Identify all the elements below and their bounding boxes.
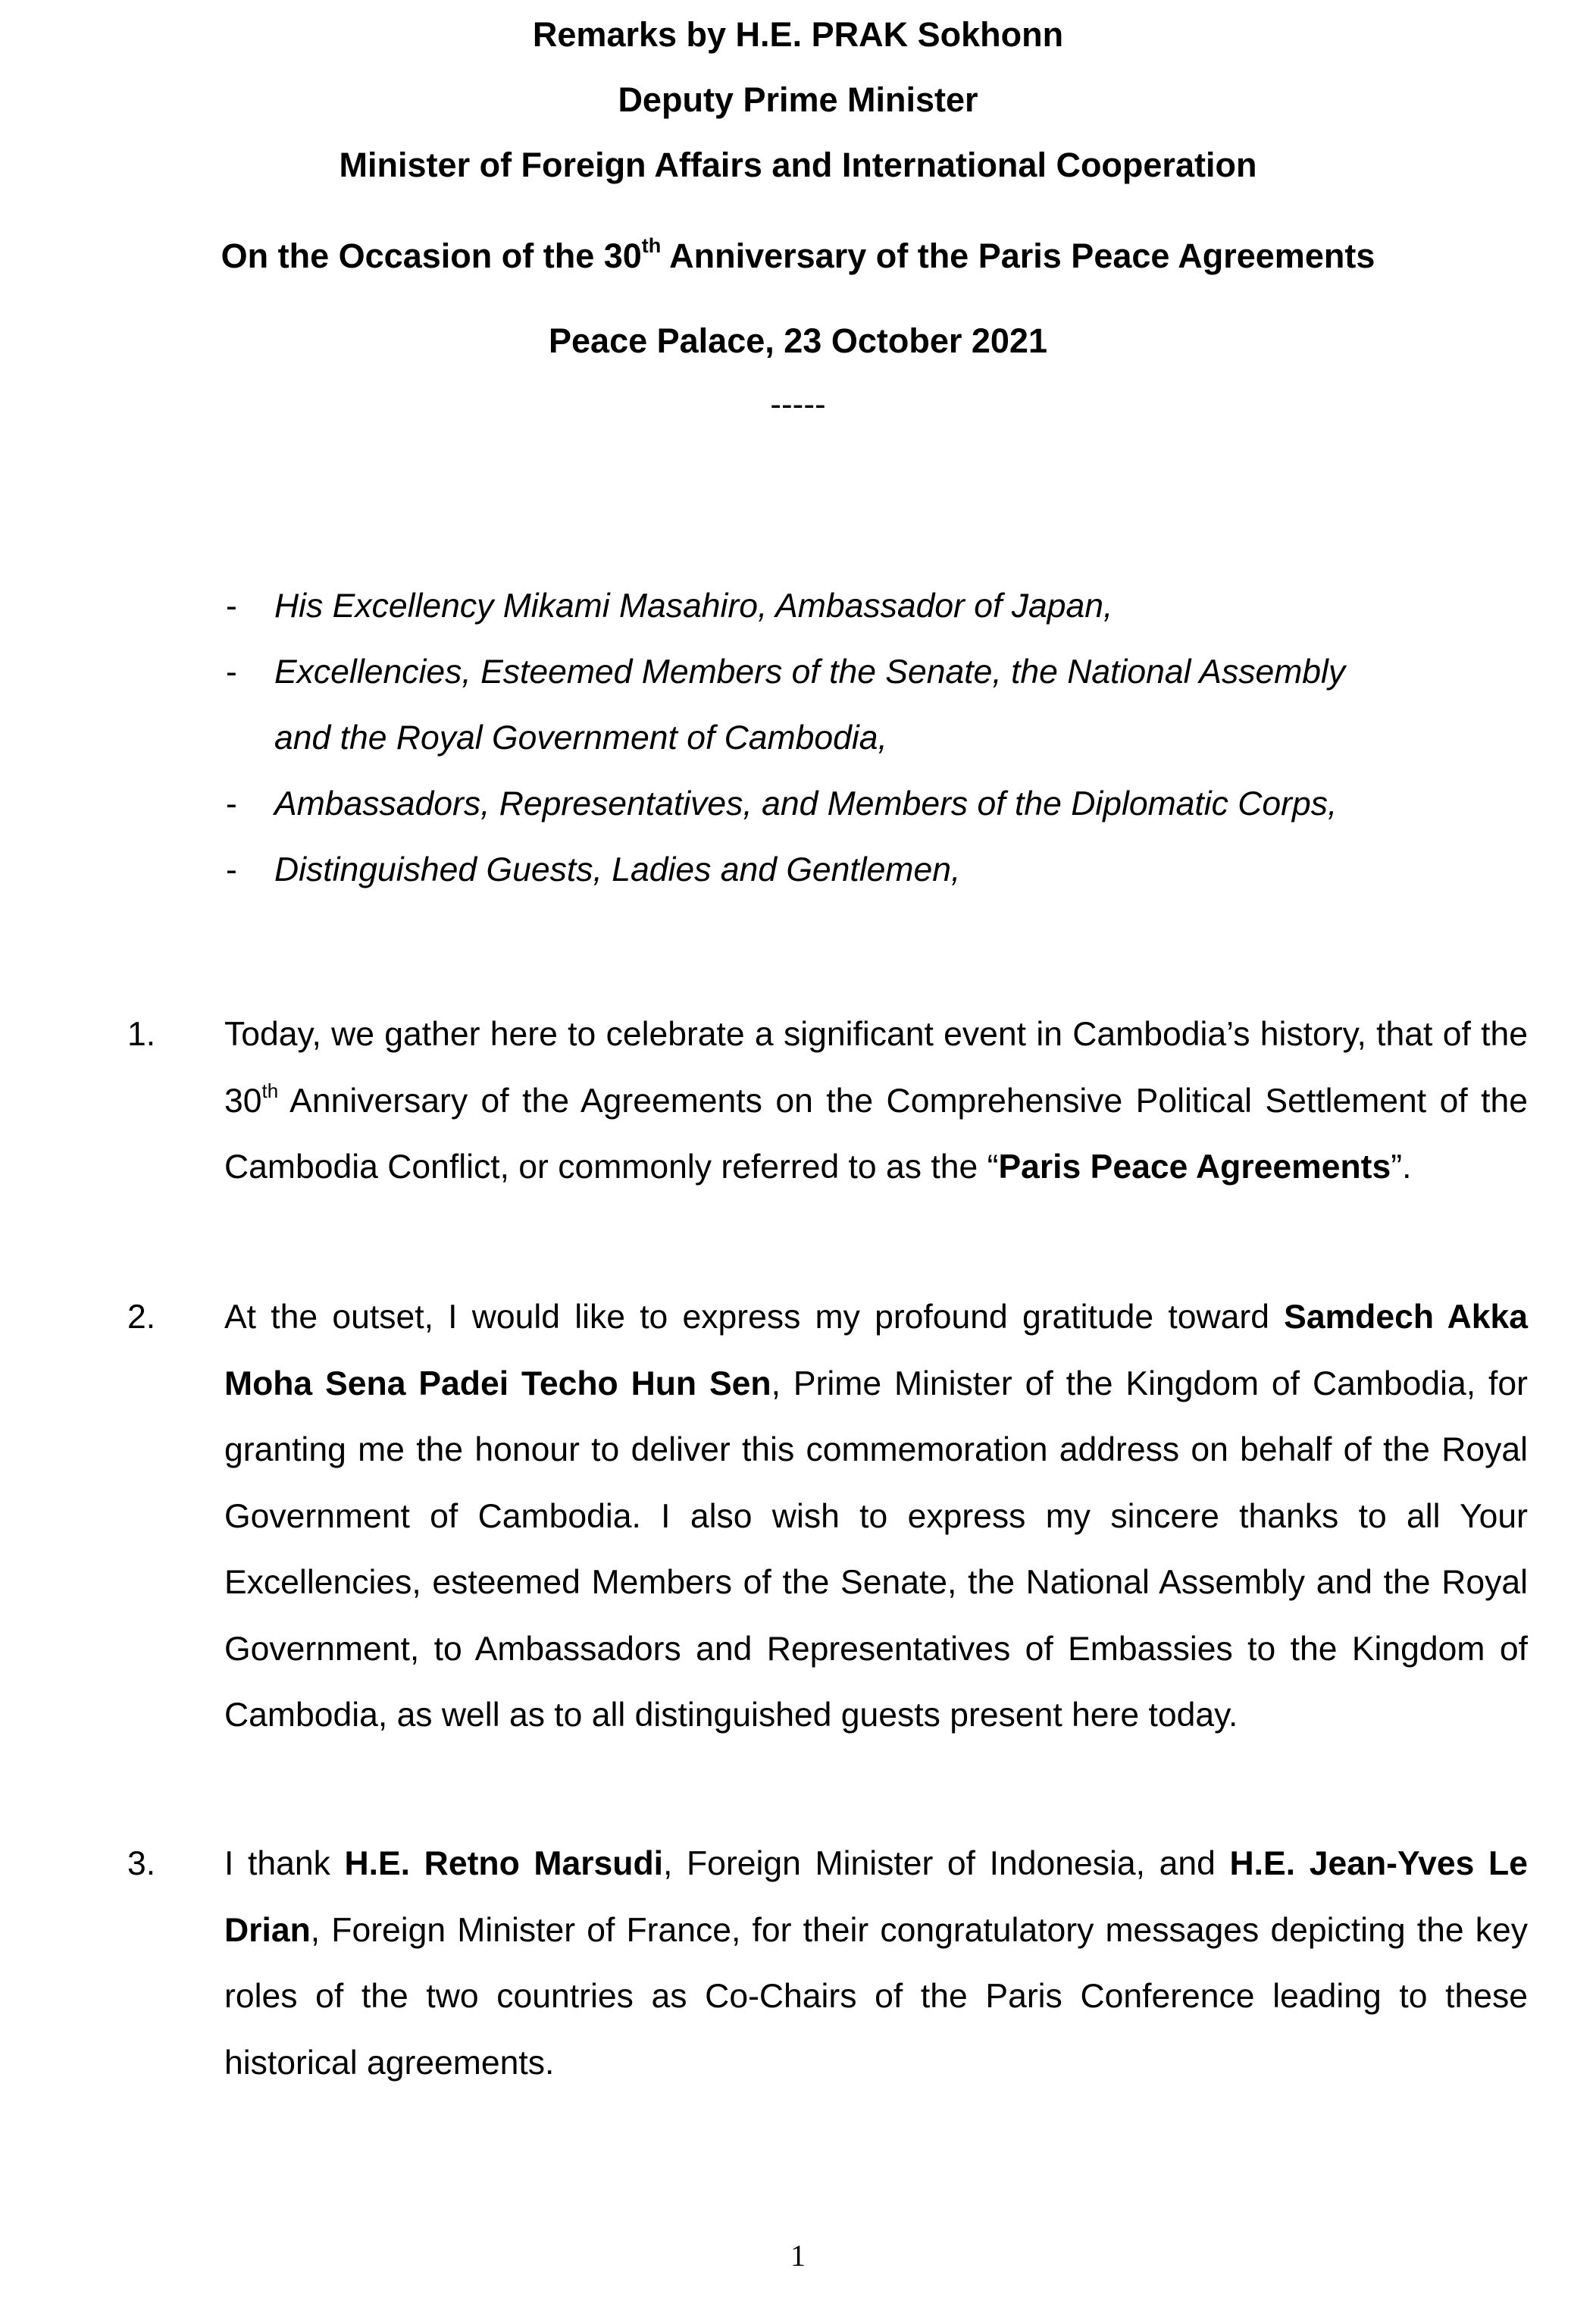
title-line-ministry: Minister of Foreign Affairs and International Cooperation <box>339 146 1257 184</box>
header-separator: ----- <box>770 386 826 423</box>
paragraph-number: 3. <box>127 1845 156 1882</box>
salutation-item: - Ambassadors, Representatives, and Members of the Diplomatic Corps, <box>224 771 1528 837</box>
page-number: 1 <box>790 2239 806 2273</box>
paragraph-text: Today, we gather here to celebrate a significant event in Cambodia’s history, that of the 30th Anniversary of the Agreements on the Comprehensive Political Settlement of the Cambodia Conflict, or commonly referred to as the “Paris Peace Agreements”. <box>224 1016 1528 1186</box>
title-line-venue-date: Peace Palace, 23 October 2021 <box>549 321 1047 360</box>
salutation-item: - Distinguished Guests, Ladies and Gentlemen, <box>224 837 1528 903</box>
salutation-item: - Excellencies, Esteemed Members of the Senate, the National Assembly <box>224 639 1528 705</box>
list-dash: - <box>226 851 237 888</box>
title-line-remarks: Remarks by H.E. PRAK Sokhonn <box>532 15 1064 54</box>
paragraph-text: I thank H.E. Retno Marsudi, Foreign Minister of Indonesia, and H.E. Jean-Yves Le Drian, Foreign Minister of France, for their congratulatory messages depicting the key roles of the two countries as Co-Chairs of the Paris Conference leading to these historical agreements. <box>224 1845 1528 2082</box>
salutation-item: - His Excellency Mikami Masahiro, Ambassador of Japan, <box>224 573 1528 639</box>
numbered-paragraph-2 <box>127 1284 1528 1749</box>
paragraph-number: 2. <box>127 1299 156 1336</box>
salutation-list <box>224 573 1528 903</box>
title-line-position: Deputy Prime Minister <box>618 80 978 119</box>
numbered-paragraph-3 <box>127 1831 1528 2096</box>
list-dash: - <box>226 653 237 691</box>
paragraph-text: At the outset, I would like to express my profound gratitude toward Samdech Akka Moha Sena Padei Techo Hun Sen, Prime Minister of the Kingdom of Cambodia, for granting me the honour to deliver this commemoration address on behalf of the Royal Government of Cambodia. I also wish to express my sincere thanks to all Your Excellencies, esteemed Members of the Senate, the National Assembly and the Royal Government, to Ambassadors and Representatives of Embassies to the Kingdom of Cambodia, as well as to all distinguished guests present here today. <box>224 1299 1528 1734</box>
numbered-paragraph-1 <box>127 1001 1528 1201</box>
list-dash: - <box>226 785 237 822</box>
paragraph-number: 1. <box>127 1016 156 1053</box>
title-line-occasion: On the Occasion of the 30th Anniversary of the Paris Peace Agreements <box>221 234 1375 275</box>
list-dash: - <box>226 587 237 625</box>
salutation-item-continuation: and the Royal Government of Cambodia, <box>274 719 887 757</box>
